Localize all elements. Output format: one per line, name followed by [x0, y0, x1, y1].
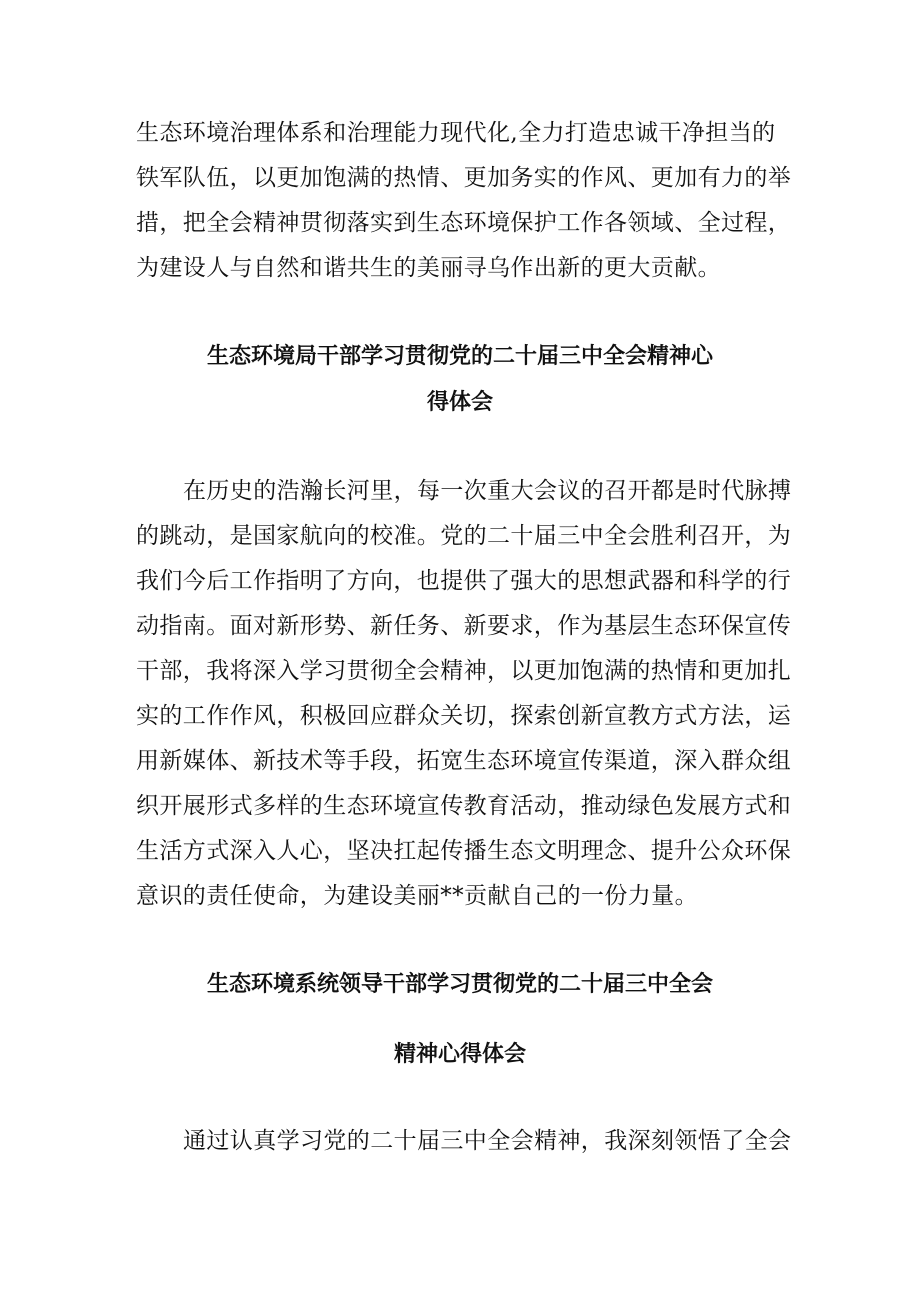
paragraph-line: 的跳动，是国家航向的校准。党的二十届三中全会胜利召开，为 — [136, 523, 792, 549]
heading-line: 得体会 — [426, 390, 493, 415]
heading-line: 生态环境局干部学习贯彻党的二十届三中全会精神心 — [206, 344, 713, 369]
paragraph-line: 生态环境治理体系和治理能力现代化,全力打造忠诚干净担当的 — [136, 120, 776, 146]
paragraph-line: 措，把全会精神贯彻落实到生态环境保护工作各领域、全过程， — [136, 210, 792, 236]
heading-line: 生态环境系统领导干部学习贯彻党的二十届三中全会 — [206, 972, 713, 997]
paragraph-line: 意识的责任使命，为建设美丽**贡献自己的一份力量。 — [136, 883, 698, 909]
paragraph-line: 动指南。面对新形势、新任务、新要求，作为基层生态环保宣传 — [136, 613, 792, 639]
paragraph-line: 织开展形式多样的生态环境宣传教育活动，推动绿色发展方式和 — [136, 793, 792, 819]
heading-line: 精神心得体会 — [393, 1042, 526, 1067]
paragraph-line: 为建设人与自然和谐共生的美丽寻乌作出新的更大贡献。 — [136, 255, 721, 281]
paragraph-line: 在历史的浩瀚长河里，每一次重大会议的召开都是时代脉搏 — [183, 478, 792, 504]
paragraph-line: 生活方式深入人心，坚决扛起传播生态文明理念、提升公众环保 — [136, 838, 792, 864]
paragraph-line: 实的工作作风，积极回应群众关切，探索创新宣教方式方法，运 — [136, 703, 792, 729]
paragraph-line: 通过认真学习党的二十届三中全会精神，我深刻领悟了全会 — [183, 1128, 792, 1154]
paragraph-line: 我们今后工作指明了方向，也提供了强大的思想武器和科学的行 — [136, 568, 792, 594]
paragraph-line: 干部，我将深入学习贯彻全会精神，以更加饱满的热情和更加扎 — [136, 658, 792, 684]
paragraph-line: 用新媒体、新技术等手段，拓宽生态环境宣传渠道，深入群众组 — [136, 748, 792, 774]
paragraph-line: 铁军队伍，以更加饱满的热情、更加务实的作风、更加有力的举 — [136, 165, 792, 191]
